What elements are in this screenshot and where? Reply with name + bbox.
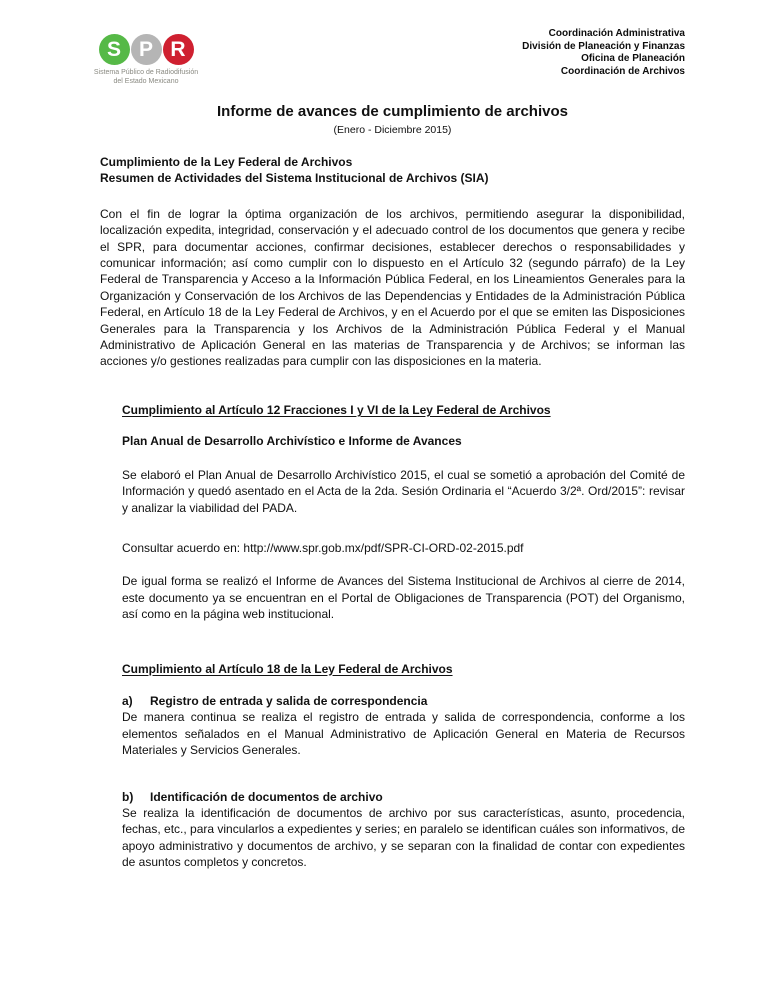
section-articulo-18 — [122, 661, 685, 871]
logo-letter-p: P — [131, 34, 162, 65]
consult-url-line: Consultar acuerdo en: http://www.spr.gob.mx/pdf/SPR-CI-ORD-02-2015.pdf — [122, 540, 524, 555]
item-b-body: Se realiza la identificación de documentos de archivo por sus características, asunto, procedencia, fechas, etc., para vincularlos a expedientes y series; en paralelo se identifican cuáles son informativos, de apoyo administrativo y documentos de archivo, y se separan con la finalidad de contar con expedientes de asuntos completos y concretos. — [122, 805, 685, 870]
logo-letter-s: S — [99, 34, 130, 65]
intro-heading-line2: Resumen de Actividades del Sistema Institucional de Archivos (SIA) — [100, 171, 489, 186]
pada-paragraph: Se elaboró el Plan Anual de Desarrollo Archivístico 2015, el cual se sometió a aprobación del Comité de Información y quedó asentado en el Acta de la 2da. Sesión Ordinaria el “Acuerdo 3/2ª. Ord/2015”: revisar y analizar la viabilidad del PADA. — [122, 467, 685, 515]
org-line-coordinacion-administrativa: Coordinación Administrativa — [548, 28, 685, 39]
org-line-coordinacion-archivos: Coordinación de Archivos — [560, 65, 685, 77]
item-b-title-row — [122, 789, 685, 805]
spr-logo-circles — [88, 34, 204, 65]
logo-letter-r: R — [163, 34, 194, 65]
item-b-title: Identificación de documentos de archivo — [150, 789, 383, 804]
item-a-label: a) — [122, 693, 133, 708]
document-body — [100, 154, 685, 871]
item-a-title-row — [122, 693, 685, 709]
informe-avances-paragraph: De igual forma se realizó el Informe de Avances del Sistema Institucional de Archivos al cierre de 2014, este documento ya se encuentran en el Portal de Obligaciones de Transparencia (POT) del Organismo, así como en la página web institucional. — [122, 574, 685, 622]
spr-logo — [88, 34, 204, 86]
logo-caption-line2: del Estado Mexicano — [113, 78, 179, 85]
articulo-18-heading: Cumplimiento al Artículo 18 de la Ley Federal de Archivos — [122, 661, 453, 676]
org-header-block — [522, 28, 685, 78]
org-line-oficina-planeacion: Oficina de Planeación — [581, 53, 685, 64]
intro-heading — [100, 154, 685, 187]
logo-caption — [88, 68, 204, 86]
document-title: Informe de avances de cumplimiento de archivos — [217, 103, 568, 120]
document-subtitle: (Enero - Diciembre 2015) — [333, 124, 452, 136]
articulo-12-heading: Cumplimiento al Artículo 12 Fracciones I y VI de la Ley Federal de Archivos — [122, 402, 551, 417]
item-a-body: De manera continua se realiza el registro de entrada y salida de correspondencia, conforme a los elementos señalados en el Manual Administrativo de Aplicación General en Materia de Recursos Materiales y Servicios Generales. — [122, 710, 685, 758]
intro-heading-line1: Cumplimiento de la Ley Federal de Archivos — [100, 155, 353, 169]
list-item-b — [122, 789, 685, 871]
intro-paragraph: Con el fin de lograr la óptima organización de los archivos, permitiendo asegurar la disponibilidad, localización expedita, integridad, conservación y el adecuado control de los documentos que genera y recibe el SPR, para documentar acciones, confirmar decisiones, establecer derechos o responsabilidades y comunicar información; así como cumplir con lo dispuesto en el Artículo 32 (segundo párrafo) de la Ley Federal de Transparencia y Acceso a la Información Pública Federal, en los Lineamientos Generales para la Organización y Conservación de los Archivos de las Dependencias y Entidades de la Administración Pública Federal, en Artículo 18 de la Ley Federal de Archivos, y en el Acuerdo por el que se emiten las Disposiciones Generales para la Transparencia y los Archivos de la Administración Pública Federal y el Manual Administrativo de Aplicación General en las materias de Transparencia y de Archivos; se informan las acciones y/o gestiones realizadas para cumplir con las disposiciones en la materia. — [100, 206, 685, 369]
item-a-title: Registro de entrada y salida de correspondencia — [150, 693, 428, 708]
item-b-label: b) — [122, 789, 134, 804]
pada-subheading: Plan Anual de Desarrollo Archivístico e Informe de Avances — [122, 434, 462, 449]
org-line-division-planeacion-finanzas: División de Planeación y Finanzas — [522, 40, 685, 52]
section-articulo-12 — [122, 402, 685, 623]
list-item-a — [122, 693, 685, 759]
logo-caption-line1: Sistema Público de Radiodifusión — [93, 69, 199, 76]
